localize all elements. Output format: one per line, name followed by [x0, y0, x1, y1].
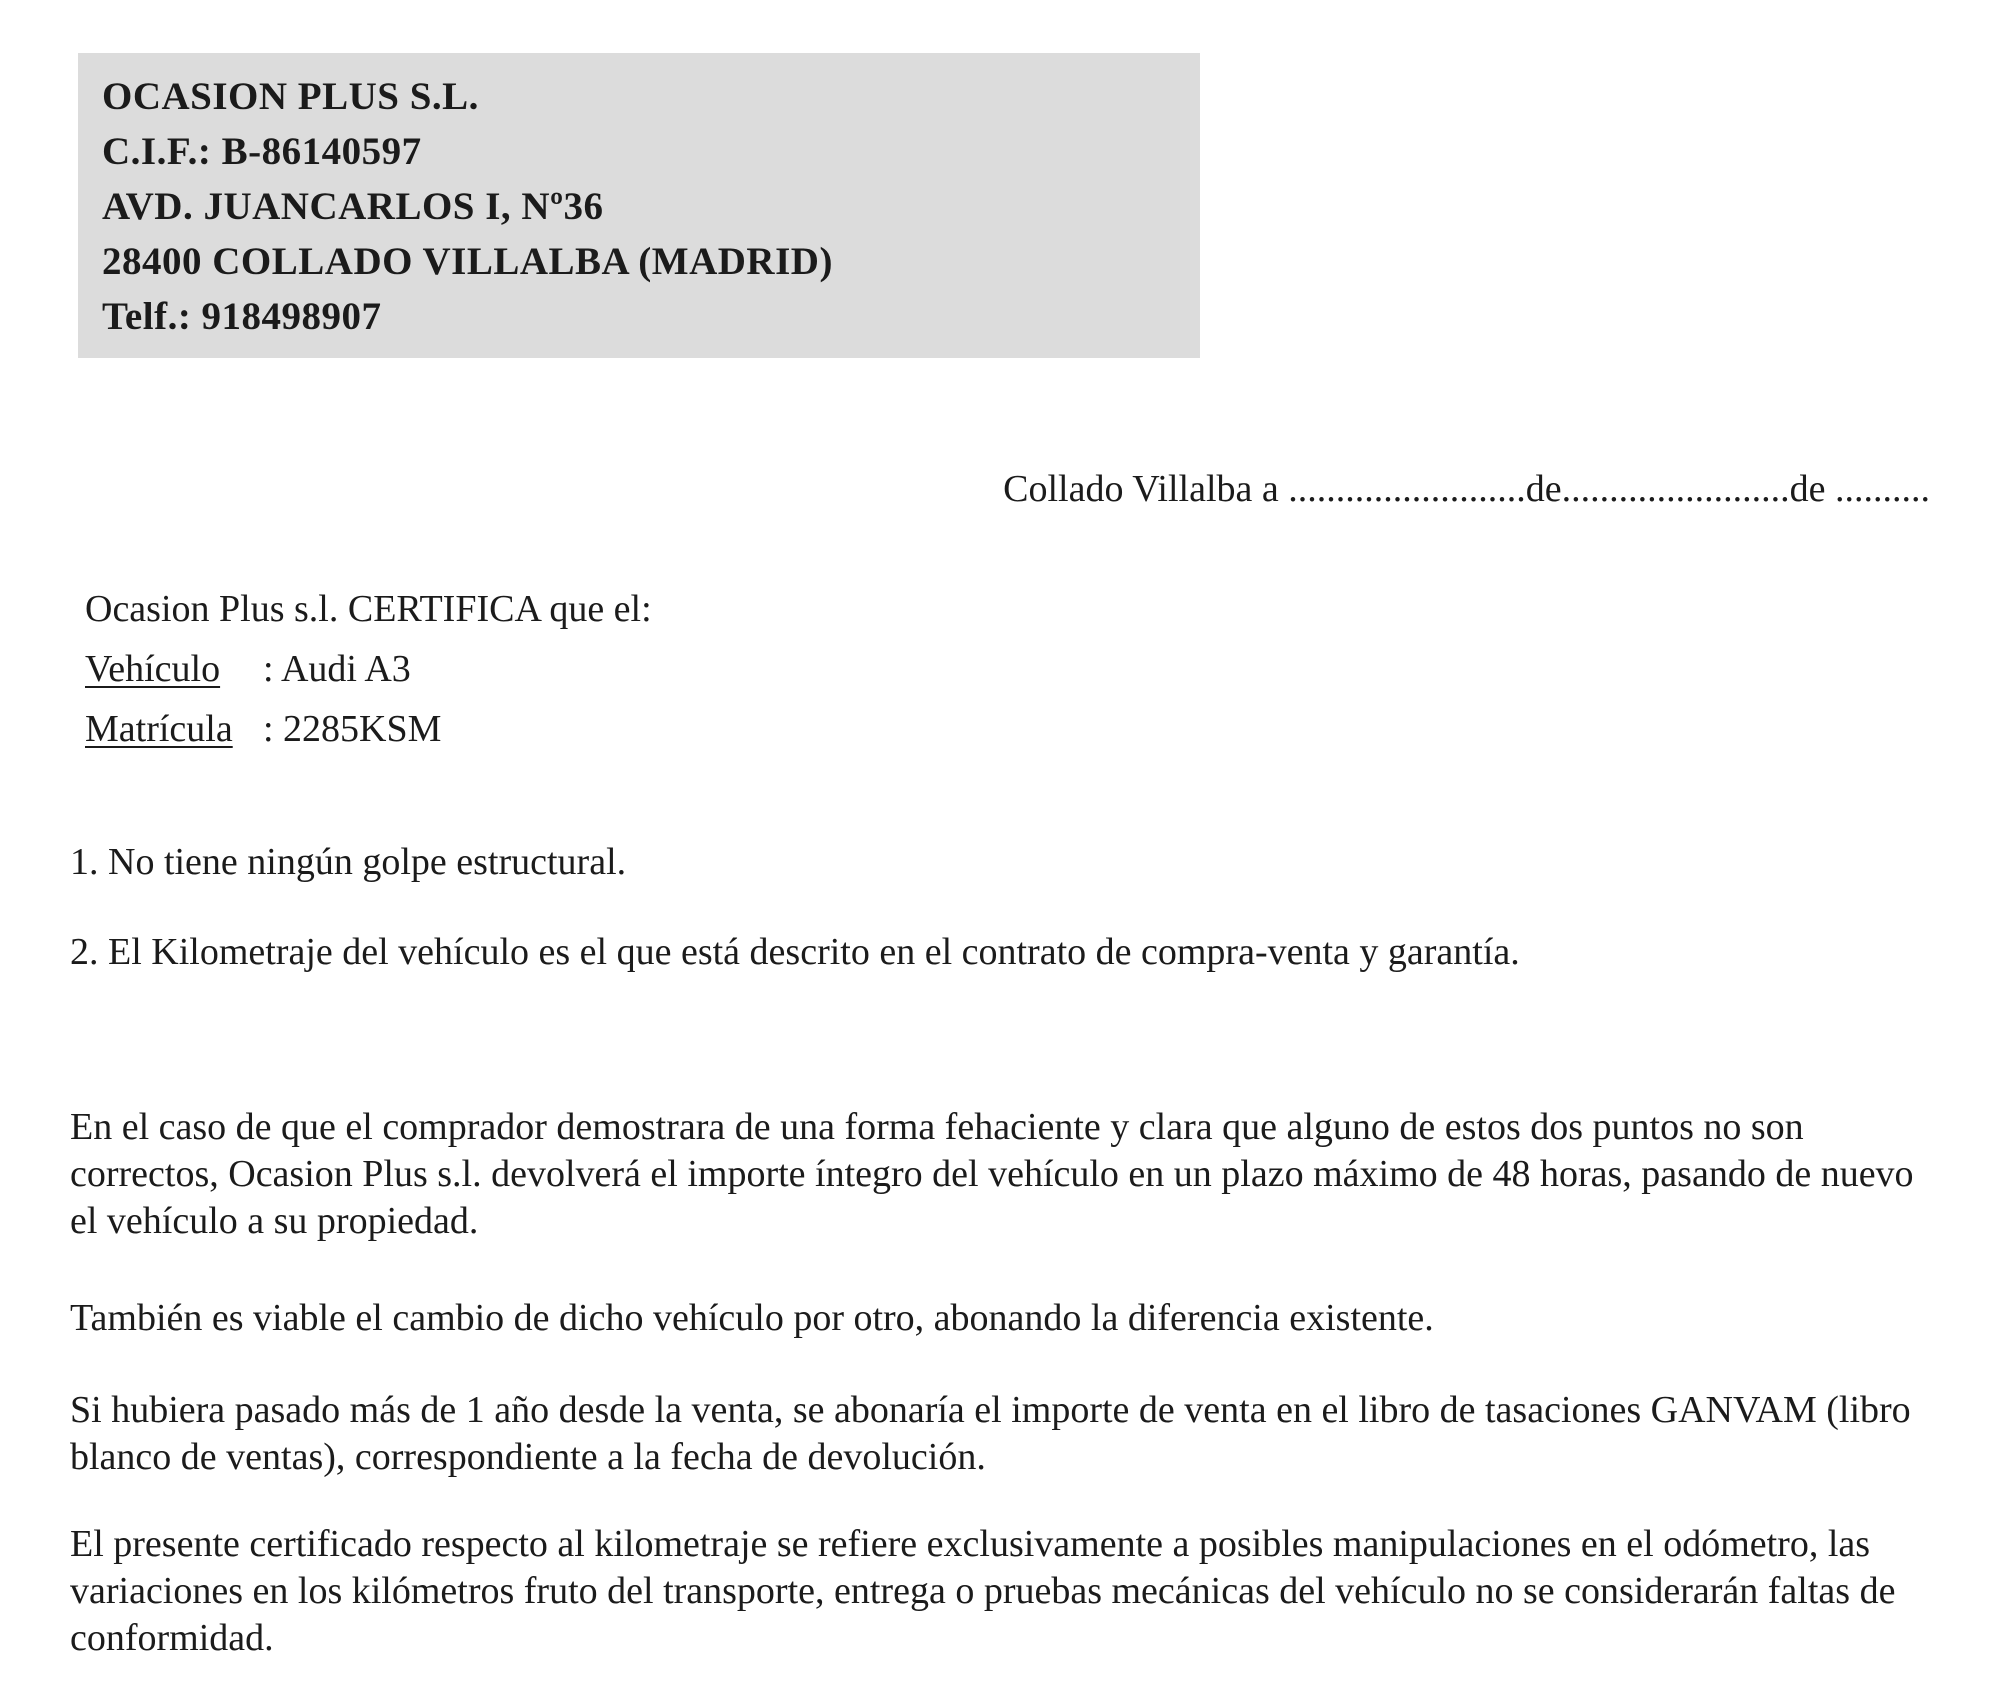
- company-header-box: [78, 53, 1200, 358]
- plate-field-label: Matrícula: [85, 708, 233, 750]
- clause-2: 2. El Kilometraje del vehículo es el que está descrito en el contrato de compra-venta y garantía.: [70, 931, 1520, 973]
- certification-intro: Ocasion Plus s.l. CERTIFICA que el:: [85, 588, 652, 630]
- paragraph-odometer-scope: El presente certificado respecto al kilometraje se refiere exclusivamente a posibles manipulaciones en el odómetro, las variaciones en los kilómetros fruto del transporte, entrega o pruebas mecánicas del vehículo no se considerarán faltas de conformidad.: [70, 1523, 1896, 1659]
- company-phone: Telf.: 918498907: [102, 295, 382, 338]
- company-city: 28400 COLLADO VILLALBA (MADRID): [102, 240, 833, 283]
- plate-field-value: : 2285KSM: [263, 708, 442, 750]
- date-place-line: Collado Villalba a .........................de........................de ..........: [1003, 468, 1930, 510]
- vehicle-field-label: Vehículo: [85, 648, 221, 690]
- company-cif: C.I.F.: B-86140597: [102, 130, 422, 173]
- certification-block: [85, 579, 2000, 759]
- paragraph-ganvam-valuation: Si hubiera pasado más de 1 año desde la venta, se abonaría el importe de venta en el libro de tasaciones GANVAM (libro blanco de ventas), correspondiente a la fecha de devolución.: [70, 1389, 1911, 1478]
- vehicle-field-row: [85, 639, 2000, 699]
- vehicle-field-value: : Audi A3: [263, 648, 411, 690]
- paragraph-exchange-option: También es viable el cambio de dicho vehículo por otro, abonando la diferencia existente.: [70, 1297, 1434, 1339]
- company-address: AVD. JUANCARLOS I, Nº36: [102, 185, 604, 228]
- clause-1: 1. No tiene ningún golpe estructural.: [70, 841, 627, 883]
- paragraph-refund-conditions: En el caso de que el comprador demostrara de una forma fehaciente y clara que alguno de estos dos puntos no son correctos, Ocasion Plus s.l. devolverá el importe íntegro del vehículo en un plazo máximo de 48 horas, pasando de nuevo el vehículo a su propiedad.: [70, 1106, 1914, 1242]
- company-name: OCASION PLUS S.L.: [102, 75, 479, 118]
- plate-field-row: [85, 699, 2000, 759]
